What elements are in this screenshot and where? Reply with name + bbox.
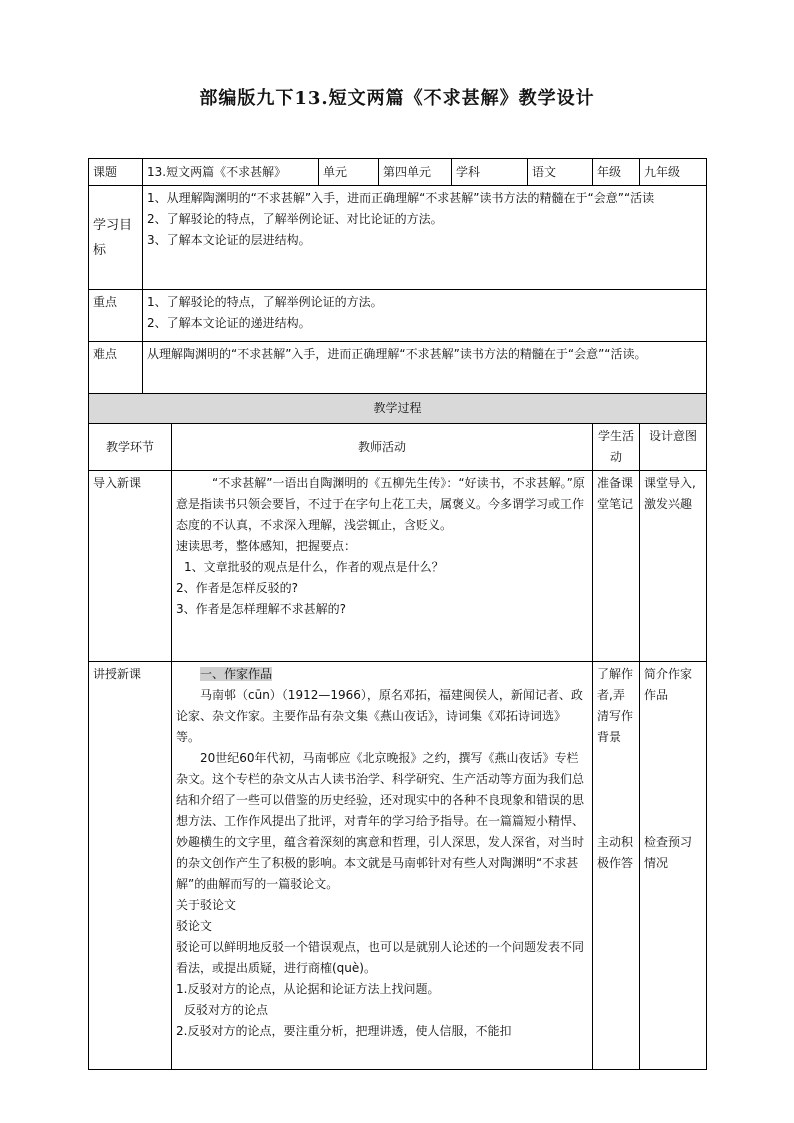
key-points-row (89, 290, 707, 342)
lecture-line: 2.反驳对方的论点，要注重分析，把理讲透，使人信服，不能扣 (176, 1024, 512, 1038)
document-title: 部编版九下13.短文两篇《不求甚解》教学设计 (199, 88, 595, 109)
goal-item: 1、从理解陶渊明的“不求甚解”入手，进而正确理解“不求甚解”读书方法的精髓在于“会意”“活读 (147, 191, 655, 205)
stage-header: 教学环节 (89, 424, 172, 471)
lecture-line: 1.反驳对方的论点，从论据和论证方法上找问题。 (176, 982, 440, 996)
goals-row (89, 186, 707, 290)
topic-value: 13.短文两篇《不求甚解》 (143, 159, 319, 186)
design-intent-item: 检查预习情况 (644, 835, 693, 870)
goal-item: 2、了解驳论的特点，了解举例论证、对比论证的方法。 (147, 212, 443, 226)
key-points-content (143, 290, 707, 342)
process-title-row (89, 394, 707, 424)
key-points-label: 重点 (89, 290, 143, 342)
intro-design-intent: 课堂导入,激发兴趣 (640, 471, 707, 662)
intro-paragraph: “不求甚解”一语出自陶渊明的《五柳先生传》：“好读书，不求甚解。”原意是指读书只领会要旨，不过于在字句上花工夫，属褒义。今多谓学习或工作态度的不认真，不求深入理解，浅尝辄止，含贬义。 (176, 476, 585, 532)
lecture-line: 关于驳论文 (176, 898, 237, 912)
section-heading-text: 一、作家作品 (200, 667, 273, 681)
subject-label: 学科 (452, 159, 528, 186)
lecture-row (89, 662, 707, 1070)
student-activity-item: 主动积极作答 (597, 835, 634, 870)
difficulty-label: 难点 (89, 342, 143, 394)
topic-label: 课题 (89, 159, 143, 186)
subject-value: 语文 (528, 159, 593, 186)
intro-task: 速读思考，整体感知，把握要点： (176, 539, 357, 553)
intro-student-activity: 准备课堂笔记 (593, 471, 640, 662)
process-header-row (89, 424, 707, 471)
lesson-plan-table (88, 158, 707, 1070)
difficulty-text: 从理解陶渊明的“不求甚解”入手，进而正确理解“不求甚解”读书方法的精髓在于“会意”“活读。 (143, 342, 707, 394)
section-heading (176, 664, 588, 685)
lecture-design-intent (640, 662, 707, 1070)
grade-value: 九年级 (640, 159, 707, 186)
difficulty-row (89, 342, 707, 394)
intro-stage: 导入新课 (89, 471, 172, 662)
student-header: 学生活动 (593, 424, 640, 471)
lecture-line: 驳论可以鲜明地反驳一个错误观点，也可以是就别人论述的一个问题发表不同看法，或提出质疑，进行商榷(què)。 (176, 940, 585, 975)
author-intro-paragraph: 马南邨（cūn）（1912—1966），原名邓拓，福建闽侯人，新闻记者、政论家、杂文作家。主要作品有杂文集《燕山夜话》，诗词集《邓拓诗词选》等。 (176, 688, 583, 744)
goals-label: 学习目标 (89, 186, 143, 290)
unit-value: 第四单元 (379, 159, 452, 186)
info-row (89, 159, 707, 186)
student-activity-item: 了解作者,弄清写作背景 (597, 667, 634, 744)
key-point-item: 2、了解本文论证的递进结构。 (147, 316, 311, 330)
unit-label: 单元 (319, 159, 379, 186)
key-point-item: 1、了解驳论的特点，了解举例论证的方法。 (147, 295, 383, 309)
intro-row (89, 471, 707, 662)
goals-content (143, 186, 707, 290)
background-paragraph: 20世纪60年代初，马南邨应《北京晚报》之约，撰写《燕山夜话》专栏杂文。这个专栏的杂文从古人读书治学、科学研究、生产活动等方面为我们总结和介绍了一些可以借鉴的历史经验，还对现实中的各种不良现象和错误的思想方法、工作作风提出了批评，对青年的学习给予指导。在一篇篇短小精悍、妙趣横生的文字里，蕴含着深刻的寓意和哲理，引人深思，发人深省，对当时的杂文创作产生了积极的影响。本文就是马南邨针对有些人对陶渊明“不求甚解”的曲解而写的一篇驳论文。 (176, 751, 585, 891)
lecture-line: 驳论文 (176, 919, 213, 933)
teacher-header: 教师活动 (172, 424, 593, 471)
design-header: 设计意图 (640, 424, 707, 471)
goal-item: 3、了解本文论证的层进结构。 (147, 233, 311, 247)
design-intent-item: 简介作家作品 (644, 667, 693, 702)
grade-label: 年级 (593, 159, 640, 186)
process-title: 教学过程 (89, 394, 707, 424)
lecture-student-activity (593, 662, 640, 1070)
intro-question: 1、文章批驳的观点是什么，作者的观点是什么？ (184, 560, 444, 574)
lecture-line: 反驳对方的论点 (184, 1003, 269, 1017)
lecture-stage: 讲授新课 (89, 662, 172, 1070)
lecture-teacher-activity (172, 662, 593, 1070)
intro-teacher-activity (172, 471, 593, 662)
intro-question: 2、作者是怎样反驳的? (176, 581, 299, 595)
intro-question: 3、作者是怎样理解不求甚解的? (176, 602, 347, 616)
